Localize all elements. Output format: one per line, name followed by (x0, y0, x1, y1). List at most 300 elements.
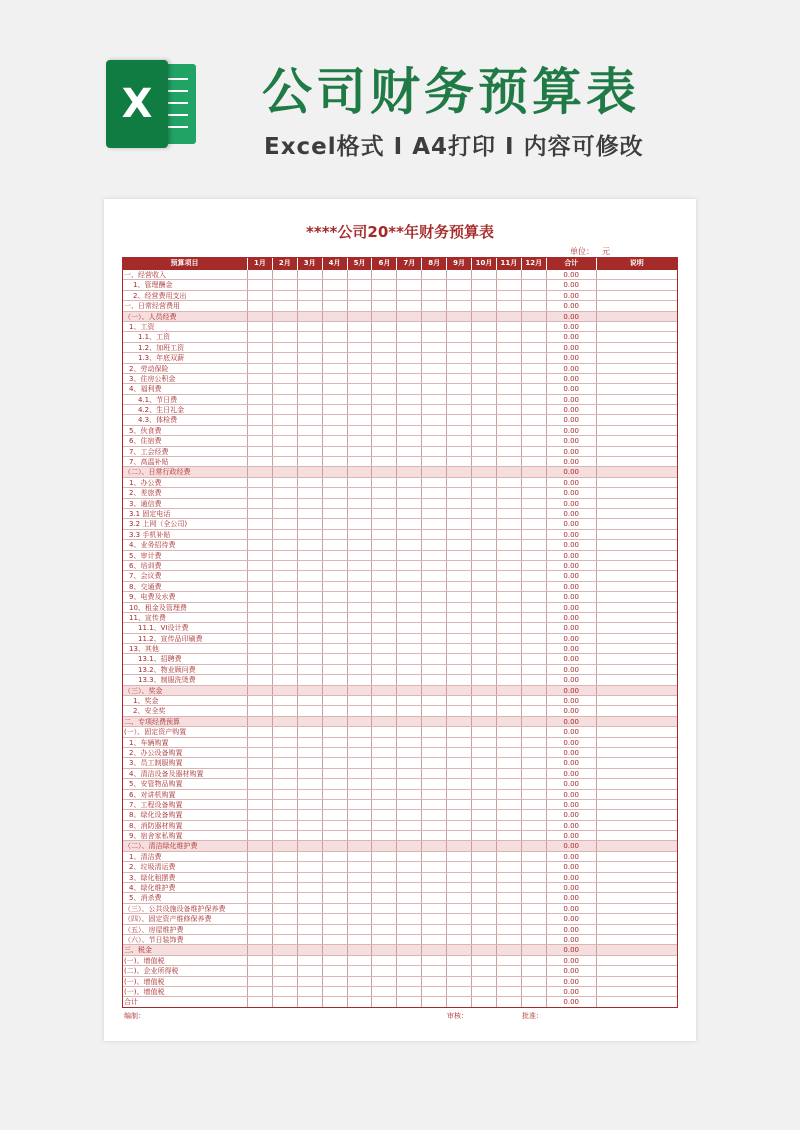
month-cell[interactable] (348, 790, 373, 799)
month-cell[interactable] (273, 696, 298, 705)
month-cell[interactable] (422, 436, 447, 445)
month-cell[interactable] (422, 904, 447, 913)
month-cell[interactable] (397, 997, 422, 1006)
month-cell[interactable] (447, 519, 472, 528)
month-cell[interactable] (323, 634, 348, 643)
month-cell[interactable] (472, 613, 497, 622)
month-cell[interactable] (348, 935, 373, 944)
month-cell[interactable] (323, 592, 348, 601)
month-cell[interactable] (472, 415, 497, 424)
month-cell[interactable] (422, 748, 447, 757)
month-cell[interactable] (422, 415, 447, 424)
month-cell[interactable] (323, 343, 348, 352)
month-cell[interactable] (348, 530, 373, 539)
month-cell[interactable] (372, 613, 397, 622)
month-cell[interactable] (422, 914, 447, 923)
note-cell[interactable] (597, 790, 678, 799)
month-cell[interactable] (298, 499, 323, 508)
month-cell[interactable] (372, 332, 397, 341)
month-cell[interactable] (323, 779, 348, 788)
month-cell[interactable] (472, 821, 497, 830)
month-cell[interactable] (472, 426, 497, 435)
month-cell[interactable] (372, 561, 397, 570)
month-cell[interactable] (447, 873, 472, 882)
month-cell[interactable] (472, 654, 497, 663)
row-item-name[interactable]: 6、住宿费 (122, 436, 248, 445)
month-cell[interactable] (248, 810, 273, 819)
note-cell[interactable] (597, 603, 678, 612)
month-cell[interactable] (522, 883, 547, 892)
month-cell[interactable] (372, 935, 397, 944)
month-cell[interactable] (447, 779, 472, 788)
month-cell[interactable] (248, 675, 273, 684)
month-cell[interactable] (273, 841, 298, 850)
note-cell[interactable] (597, 634, 678, 643)
row-item-name[interactable]: 7、高温补贴 (122, 457, 248, 466)
month-cell[interactable] (298, 280, 323, 289)
month-cell[interactable] (447, 343, 472, 352)
month-cell[interactable] (397, 530, 422, 539)
month-cell[interactable] (323, 727, 348, 736)
month-cell[interactable] (472, 977, 497, 986)
month-cell[interactable] (522, 686, 547, 695)
month-cell[interactable] (273, 415, 298, 424)
month-cell[interactable] (472, 447, 497, 456)
month-cell[interactable] (298, 821, 323, 830)
month-cell[interactable] (522, 634, 547, 643)
month-cell[interactable] (422, 540, 447, 549)
month-cell[interactable] (298, 945, 323, 954)
month-cell[interactable] (422, 530, 447, 539)
month-cell[interactable] (298, 779, 323, 788)
month-cell[interactable] (522, 519, 547, 528)
month-cell[interactable] (248, 706, 273, 715)
month-cell[interactable] (397, 332, 422, 341)
month-cell[interactable] (447, 395, 472, 404)
month-cell[interactable] (472, 343, 497, 352)
month-cell[interactable] (422, 571, 447, 580)
month-cell[interactable] (472, 758, 497, 767)
month-cell[interactable] (298, 374, 323, 383)
row-item-name[interactable]: 9、宿舍家私购置 (122, 831, 248, 840)
month-cell[interactable] (447, 727, 472, 736)
month-cell[interactable] (298, 364, 323, 373)
month-cell[interactable] (472, 997, 497, 1006)
row-item-name[interactable]: 2、劳动保险 (122, 364, 248, 373)
month-cell[interactable] (323, 540, 348, 549)
month-cell[interactable] (273, 686, 298, 695)
month-cell[interactable] (397, 893, 422, 902)
month-cell[interactable] (348, 270, 373, 279)
month-cell[interactable] (273, 945, 298, 954)
month-cell[interactable] (273, 852, 298, 861)
month-cell[interactable] (248, 551, 273, 560)
month-cell[interactable] (298, 623, 323, 632)
row-item-name[interactable]: 2、办公设备购置 (122, 748, 248, 757)
month-cell[interactable] (422, 488, 447, 497)
month-cell[interactable] (397, 322, 422, 331)
month-cell[interactable] (472, 353, 497, 362)
month-cell[interactable] (397, 634, 422, 643)
month-cell[interactable] (348, 623, 373, 632)
month-cell[interactable] (372, 997, 397, 1006)
month-cell[interactable] (422, 769, 447, 778)
month-cell[interactable] (497, 654, 522, 663)
month-cell[interactable] (472, 509, 497, 518)
month-cell[interactable] (323, 862, 348, 871)
month-cell[interactable] (397, 457, 422, 466)
month-cell[interactable] (397, 384, 422, 393)
month-cell[interactable] (298, 665, 323, 674)
month-cell[interactable] (522, 530, 547, 539)
month-cell[interactable] (248, 925, 273, 934)
note-cell[interactable] (597, 499, 678, 508)
month-cell[interactable] (422, 582, 447, 591)
month-cell[interactable] (273, 447, 298, 456)
month-cell[interactable] (323, 561, 348, 570)
month-cell[interactable] (422, 457, 447, 466)
month-cell[interactable] (472, 935, 497, 944)
note-cell[interactable] (597, 821, 678, 830)
month-cell[interactable] (522, 914, 547, 923)
month-cell[interactable] (447, 623, 472, 632)
month-cell[interactable] (248, 405, 273, 414)
month-cell[interactable] (397, 270, 422, 279)
month-cell[interactable] (422, 519, 447, 528)
month-cell[interactable] (522, 592, 547, 601)
month-cell[interactable] (273, 332, 298, 341)
month-cell[interactable] (472, 893, 497, 902)
month-cell[interactable] (497, 530, 522, 539)
month-cell[interactable] (248, 592, 273, 601)
month-cell[interactable] (298, 727, 323, 736)
month-cell[interactable] (447, 436, 472, 445)
month-cell[interactable] (372, 343, 397, 352)
row-item-name[interactable]: 1.1、工资 (122, 332, 248, 341)
note-cell[interactable] (597, 893, 678, 902)
month-cell[interactable] (397, 280, 422, 289)
month-cell[interactable] (323, 436, 348, 445)
month-cell[interactable] (248, 374, 273, 383)
month-cell[interactable] (522, 582, 547, 591)
month-cell[interactable] (273, 665, 298, 674)
month-cell[interactable] (447, 738, 472, 747)
month-cell[interactable] (323, 301, 348, 310)
month-cell[interactable] (248, 769, 273, 778)
month-cell[interactable] (372, 925, 397, 934)
month-cell[interactable] (522, 717, 547, 726)
month-cell[interactable] (298, 301, 323, 310)
month-cell[interactable] (522, 322, 547, 331)
month-cell[interactable] (348, 343, 373, 352)
month-cell[interactable] (522, 893, 547, 902)
month-cell[interactable] (248, 883, 273, 892)
month-cell[interactable] (298, 810, 323, 819)
month-cell[interactable] (298, 291, 323, 300)
month-cell[interactable] (472, 467, 497, 476)
note-cell[interactable] (597, 665, 678, 674)
month-cell[interactable] (447, 893, 472, 902)
month-cell[interactable] (248, 779, 273, 788)
month-cell[interactable] (323, 332, 348, 341)
month-cell[interactable] (248, 353, 273, 362)
month-cell[interactable] (273, 623, 298, 632)
month-cell[interactable] (372, 436, 397, 445)
row-item-name[interactable]: 1、办公费 (122, 478, 248, 487)
note-cell[interactable] (597, 862, 678, 871)
month-cell[interactable] (372, 686, 397, 695)
month-cell[interactable] (447, 634, 472, 643)
month-cell[interactable] (422, 395, 447, 404)
month-cell[interactable] (522, 509, 547, 518)
month-cell[interactable] (372, 665, 397, 674)
month-cell[interactable] (323, 758, 348, 767)
month-cell[interactable] (472, 603, 497, 612)
month-cell[interactable] (497, 821, 522, 830)
month-cell[interactable] (472, 457, 497, 466)
month-cell[interactable] (422, 831, 447, 840)
month-cell[interactable] (273, 956, 298, 965)
month-cell[interactable] (397, 582, 422, 591)
month-cell[interactable] (248, 717, 273, 726)
month-cell[interactable] (298, 322, 323, 331)
row-item-name[interactable]: 3.2 上网（全公司) (122, 519, 248, 528)
month-cell[interactable] (422, 810, 447, 819)
month-cell[interactable] (248, 790, 273, 799)
month-cell[interactable] (372, 374, 397, 383)
month-cell[interactable] (422, 343, 447, 352)
month-cell[interactable] (323, 499, 348, 508)
month-cell[interactable] (522, 551, 547, 560)
month-cell[interactable] (348, 686, 373, 695)
note-cell[interactable] (597, 322, 678, 331)
month-cell[interactable] (397, 841, 422, 850)
month-cell[interactable] (472, 987, 497, 996)
month-cell[interactable] (472, 478, 497, 487)
note-cell[interactable] (597, 686, 678, 695)
month-cell[interactable] (397, 509, 422, 518)
month-cell[interactable] (248, 613, 273, 622)
month-cell[interactable] (397, 665, 422, 674)
month-cell[interactable] (472, 779, 497, 788)
month-cell[interactable] (273, 862, 298, 871)
month-cell[interactable] (348, 592, 373, 601)
month-cell[interactable] (273, 966, 298, 975)
month-cell[interactable] (348, 893, 373, 902)
month-cell[interactable] (422, 467, 447, 476)
month-cell[interactable] (497, 312, 522, 321)
month-cell[interactable] (522, 821, 547, 830)
month-cell[interactable] (397, 551, 422, 560)
month-cell[interactable] (397, 686, 422, 695)
row-item-name[interactable]: (一)、增值税 (122, 987, 248, 996)
month-cell[interactable] (497, 987, 522, 996)
month-cell[interactable] (397, 873, 422, 882)
row-item-name[interactable]: 1.3、年底双薪 (122, 353, 248, 362)
month-cell[interactable] (447, 862, 472, 871)
row-item-name[interactable]: 4、绿化维护费 (122, 883, 248, 892)
month-cell[interactable] (298, 675, 323, 684)
month-cell[interactable] (447, 332, 472, 341)
month-cell[interactable] (372, 364, 397, 373)
month-cell[interactable] (298, 904, 323, 913)
month-cell[interactable] (298, 654, 323, 663)
note-cell[interactable] (597, 384, 678, 393)
month-cell[interactable] (273, 519, 298, 528)
row-item-name[interactable]: 11.2、宣传品印刷费 (122, 634, 248, 643)
month-cell[interactable] (397, 706, 422, 715)
row-item-name[interactable]: (二)、企业所得税 (122, 966, 248, 975)
month-cell[interactable] (522, 332, 547, 341)
month-cell[interactable] (323, 322, 348, 331)
month-cell[interactable] (372, 706, 397, 715)
month-cell[interactable] (522, 478, 547, 487)
month-cell[interactable] (248, 935, 273, 944)
note-cell[interactable] (597, 561, 678, 570)
month-cell[interactable] (348, 997, 373, 1006)
row-item-name[interactable]: （五）、房屋维护费 (122, 925, 248, 934)
month-cell[interactable] (472, 686, 497, 695)
month-cell[interactable] (298, 436, 323, 445)
month-cell[interactable] (348, 571, 373, 580)
month-cell[interactable] (323, 364, 348, 373)
month-cell[interactable] (298, 603, 323, 612)
month-cell[interactable] (447, 426, 472, 435)
month-cell[interactable] (273, 748, 298, 757)
month-cell[interactable] (422, 997, 447, 1006)
month-cell[interactable] (447, 686, 472, 695)
month-cell[interactable] (522, 831, 547, 840)
month-cell[interactable] (447, 488, 472, 497)
month-cell[interactable] (298, 748, 323, 757)
month-cell[interactable] (273, 644, 298, 653)
month-cell[interactable] (348, 426, 373, 435)
month-cell[interactable] (397, 561, 422, 570)
month-cell[interactable] (447, 312, 472, 321)
month-cell[interactable] (248, 488, 273, 497)
row-item-name[interactable]: 7、工程设备购置 (122, 800, 248, 809)
note-cell[interactable] (597, 696, 678, 705)
note-cell[interactable] (597, 540, 678, 549)
note-cell[interactable] (597, 727, 678, 736)
month-cell[interactable] (522, 571, 547, 580)
month-cell[interactable] (348, 644, 373, 653)
month-cell[interactable] (372, 353, 397, 362)
month-cell[interactable] (497, 291, 522, 300)
month-cell[interactable] (472, 675, 497, 684)
month-cell[interactable] (348, 364, 373, 373)
month-cell[interactable] (372, 499, 397, 508)
month-cell[interactable] (422, 696, 447, 705)
month-cell[interactable] (248, 945, 273, 954)
note-cell[interactable] (597, 883, 678, 892)
month-cell[interactable] (522, 353, 547, 362)
row-item-name[interactable]: （二）、清洁绿化维护费 (122, 841, 248, 850)
month-cell[interactable] (298, 405, 323, 414)
month-cell[interactable] (497, 488, 522, 497)
row-item-name[interactable]: 3、绿化租摆费 (122, 873, 248, 882)
month-cell[interactable] (323, 665, 348, 674)
row-item-name[interactable]: 3、通信费 (122, 499, 248, 508)
month-cell[interactable] (497, 893, 522, 902)
month-cell[interactable] (298, 332, 323, 341)
month-cell[interactable] (522, 977, 547, 986)
month-cell[interactable] (372, 831, 397, 840)
month-cell[interactable] (323, 654, 348, 663)
month-cell[interactable] (298, 519, 323, 528)
month-cell[interactable] (497, 883, 522, 892)
month-cell[interactable] (273, 592, 298, 601)
month-cell[interactable] (397, 654, 422, 663)
month-cell[interactable] (397, 987, 422, 996)
month-cell[interactable] (298, 883, 323, 892)
month-cell[interactable] (447, 405, 472, 414)
month-cell[interactable] (372, 312, 397, 321)
month-cell[interactable] (248, 831, 273, 840)
month-cell[interactable] (372, 904, 397, 913)
month-cell[interactable] (248, 873, 273, 882)
month-cell[interactable] (422, 686, 447, 695)
month-cell[interactable] (497, 935, 522, 944)
month-cell[interactable] (248, 426, 273, 435)
month-cell[interactable] (323, 945, 348, 954)
month-cell[interactable] (273, 810, 298, 819)
month-cell[interactable] (273, 717, 298, 726)
month-cell[interactable] (323, 790, 348, 799)
month-cell[interactable] (348, 966, 373, 975)
month-cell[interactable] (497, 592, 522, 601)
month-cell[interactable] (273, 467, 298, 476)
month-cell[interactable] (372, 644, 397, 653)
month-cell[interactable] (248, 447, 273, 456)
month-cell[interactable] (323, 384, 348, 393)
month-cell[interactable] (372, 582, 397, 591)
month-cell[interactable] (273, 551, 298, 560)
month-cell[interactable] (497, 499, 522, 508)
row-item-name[interactable]: 1、管理酬金 (122, 280, 248, 289)
month-cell[interactable] (323, 509, 348, 518)
month-cell[interactable] (248, 665, 273, 674)
month-cell[interactable] (298, 790, 323, 799)
month-cell[interactable] (298, 613, 323, 622)
month-cell[interactable] (522, 623, 547, 632)
month-cell[interactable] (323, 810, 348, 819)
month-cell[interactable] (248, 966, 273, 975)
month-cell[interactable] (323, 914, 348, 923)
month-cell[interactable] (497, 280, 522, 289)
month-cell[interactable] (397, 779, 422, 788)
month-cell[interactable] (522, 758, 547, 767)
month-cell[interactable] (348, 821, 373, 830)
month-cell[interactable] (397, 613, 422, 622)
month-cell[interactable] (248, 540, 273, 549)
row-item-name[interactable]: 2、安全奖 (122, 706, 248, 715)
month-cell[interactable] (497, 519, 522, 528)
month-cell[interactable] (497, 790, 522, 799)
month-cell[interactable] (348, 519, 373, 528)
month-cell[interactable] (298, 977, 323, 986)
month-cell[interactable] (348, 883, 373, 892)
month-cell[interactable] (298, 592, 323, 601)
month-cell[interactable] (422, 301, 447, 310)
month-cell[interactable] (447, 540, 472, 549)
row-item-name[interactable]: 13.3、制服洗烫费 (122, 675, 248, 684)
month-cell[interactable] (497, 551, 522, 560)
month-cell[interactable] (248, 623, 273, 632)
month-cell[interactable] (397, 790, 422, 799)
month-cell[interactable] (273, 499, 298, 508)
row-item-name[interactable]: 5、消杀费 (122, 893, 248, 902)
